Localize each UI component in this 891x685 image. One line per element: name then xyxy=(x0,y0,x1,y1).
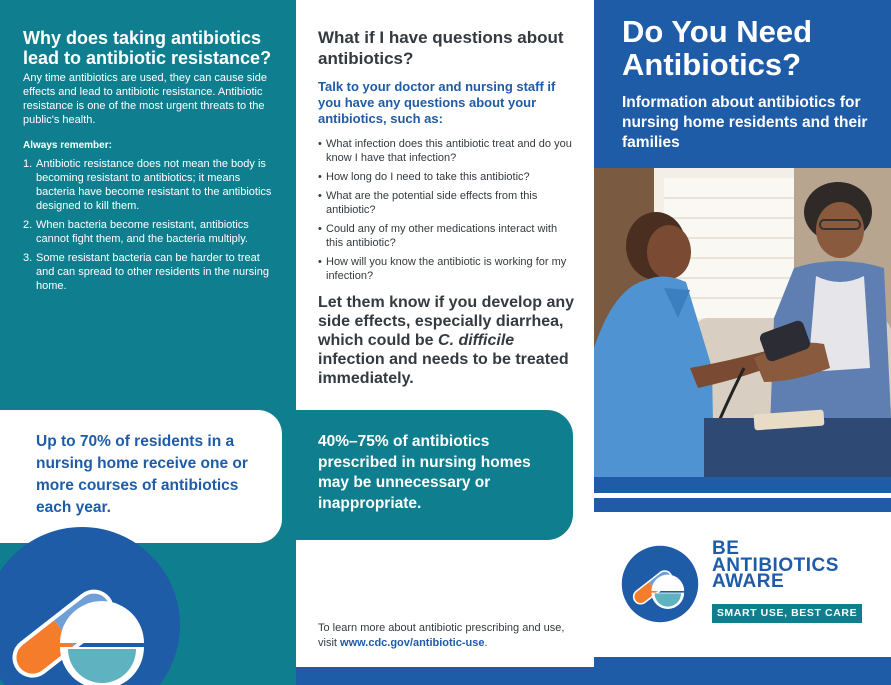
cover-header xyxy=(594,0,891,168)
always-remember-label: Always remember: xyxy=(23,140,112,151)
list-item: • Could any of my other medications interact with this antibiotic? xyxy=(318,223,558,249)
questions-list xyxy=(318,137,576,283)
cdc-link[interactable]: www.cdc.gov/antibiotic-use xyxy=(340,637,485,649)
blue-stripe xyxy=(594,498,891,512)
learn-more-footer: To learn more about antibiotic prescribing and use, visit www.cdc.gov/antibiotic-use. xyxy=(318,622,565,649)
talk-to-doctor-text: Talk to your doctor and nursing staff if you have any questions about your antibiotics, such as: xyxy=(318,79,556,126)
list-item: • What infection does this antibiotic treat and do you know I have that infection? xyxy=(318,138,572,164)
cover-title: Do You Need Antibiotics? xyxy=(622,14,813,82)
questions-heading: What if I have questions about antibiotics? xyxy=(318,28,564,68)
unnecessary-stat-callout xyxy=(296,410,573,540)
list-item: 1. Antibiotic resistance does not mean the body is becoming resistant to antibiotics; it means bacteria have become resistant to the antibiotics designed to kill them. xyxy=(23,158,272,212)
remember-list xyxy=(23,157,278,293)
residents-stat-text: Up to 70% of residents in a nursing home receive one or more courses of antibiotics each year. xyxy=(36,433,248,516)
list-item: 2. When bacteria become resistant, antibiotics cannot fight them, and the bacteria multiply. xyxy=(23,219,249,245)
resistance-section xyxy=(0,0,296,410)
middle-panel xyxy=(296,0,594,685)
middle-bottom-strip xyxy=(296,667,594,685)
resistance-intro: Any time antibiotics are used, they can cause side effects and lead to antibiotic resistance. Antibiotic resistance is one of the most urgent threats to the public's health. xyxy=(23,72,267,126)
blue-stripe xyxy=(594,477,891,493)
list-item: 3. Some resistant bacteria can be harder to treat and can spread to other residents in the nursing home. xyxy=(23,252,269,292)
cover-bottom-strip xyxy=(594,657,891,685)
resistance-heading: Why does taking antibiotics lead to antibiotic resistance? xyxy=(23,28,272,68)
pill-logo-icon xyxy=(0,525,182,685)
c-difficile-term: C. difficile xyxy=(438,332,515,349)
cover-subtitle: Information about antibiotics for nursing home residents and their families xyxy=(622,94,868,151)
questions-section xyxy=(296,0,594,410)
list-item: • What are the potential side effects from this antibiotic? xyxy=(318,190,538,216)
unnecessary-stat-text: 40%–75% of antibiotics prescribed in nursing homes may be unnecessary or inappropriate. xyxy=(318,433,531,512)
logo-tagline: SMART USE, BEST CARE xyxy=(712,604,862,623)
logo-wordmark: BE ANTIBIOTICS AWARE xyxy=(712,538,839,592)
left-panel xyxy=(0,0,296,685)
pill-logo-icon xyxy=(621,545,699,623)
residents-stat-callout xyxy=(0,410,282,543)
list-item: • How long do I need to take this antibiotic? xyxy=(318,171,530,183)
be-antibiotics-aware-logo xyxy=(594,512,891,657)
side-effects-warning: Let them know if you develop any side effects, especially diarrhea, which could be C. difficile infection and needs to be treated immediately. xyxy=(318,294,575,387)
nurse-resident-photo xyxy=(594,168,891,477)
cover-panel xyxy=(594,0,891,685)
list-item: • How will you know the antibiotic is working for my infection? xyxy=(318,256,567,282)
